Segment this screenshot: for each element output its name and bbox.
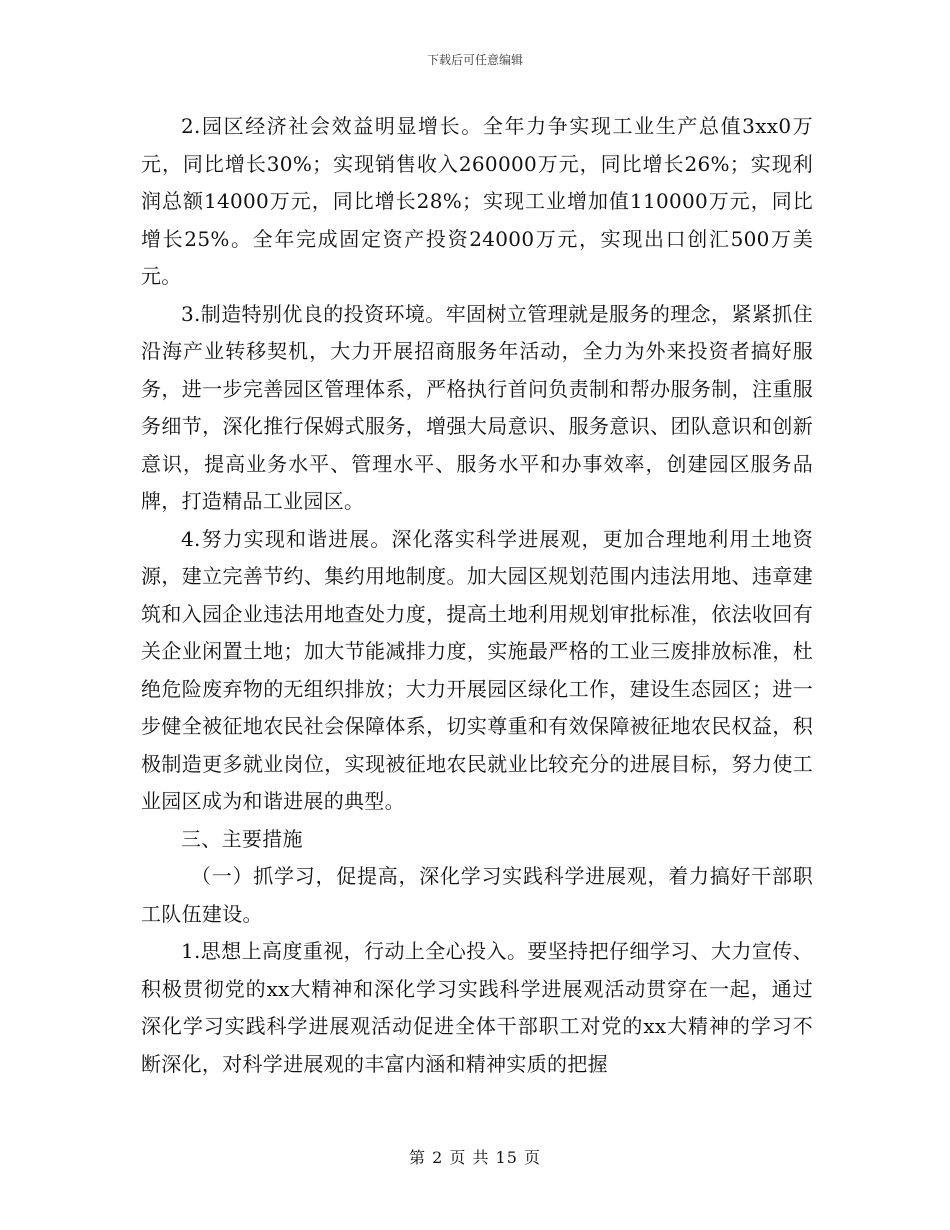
page-number-footer: 第 2 页 共 15 页 [409,1148,541,1167]
paragraph-harmonious-development: 4.努力实现和谐进展。深化落实科学进展观，更加合理地利用土地资源，建立完善节约、集约用地制度。加大园区规划范围内违法用地、违章建筑和入园企业违法用地查处力度，提高土地利用规划审批标准，依法收回有关企业闲置土地；加大节能减排力度，实施最严格的工业三废排放标准，杜绝危险废弃物的无组织排放；大力开展园区绿化工作，建设生态园区；进一步健全被征地农民社会保障体系，切实尊重和有效保障被征地农民权益，积极制造更多就业岗位，实现被征地农民就业比较充分的进展目标，努力使工业园区成为和谐进展的典型。 [141,526,813,813]
document-body [141,108,813,1083]
paragraph-investment-environment: 3.制造特别优良的投资环境。牢固树立管理就是服务的理念，紧紧抓住沿海产业转移契机，大力开展招商服务年活动，全力为外来投资者搞好服务，进一步完善园区管理体系，严格执行首问负责制和帮办服务制，注重服务细节，深化推行保姆式服务，增强大局意识、服务意识、团队意识和创新意识，提高业务水平、管理水平、服务水平和办事效率，创建园区服务品牌，打造精品工业园区。 [141,301,813,513]
subsection-heading-study: （一）抓学习，促提高，深化学习实践科学进展观，着力搞好干部职工队伍建设。 [141,864,813,926]
section-heading-main-measures: 三、主要措施 [181,826,303,851]
paragraph-economic-benefits: 2.园区经济社会效益明显增长。全年力争实现工业生产总值3xx0万元，同比增长30%；实现销售收入260000万元，同比增长26%；实现利润总额14000万元，同比增长28%；实现工业增加值110000万元，同比增长25%。全年完成固定资产投资24000万元，实现出口创汇500万美元。 [141,114,813,288]
paragraph-ideological-commitment: 1.思想上高度重视，行动上全心投入。要坚持把仔细学习、大力宣传、积极贯彻党的xx大精神和深化学习实践科学进展观活动贯穿在一起，通过深化学习实践科学进展观活动促进全体干部职工对党的xx大精神的学习不断深化，对科学进展观的丰富内涵和精神实质的把握 [141,939,813,1076]
page-header: 下载后可任意编辑 [426,53,523,67]
